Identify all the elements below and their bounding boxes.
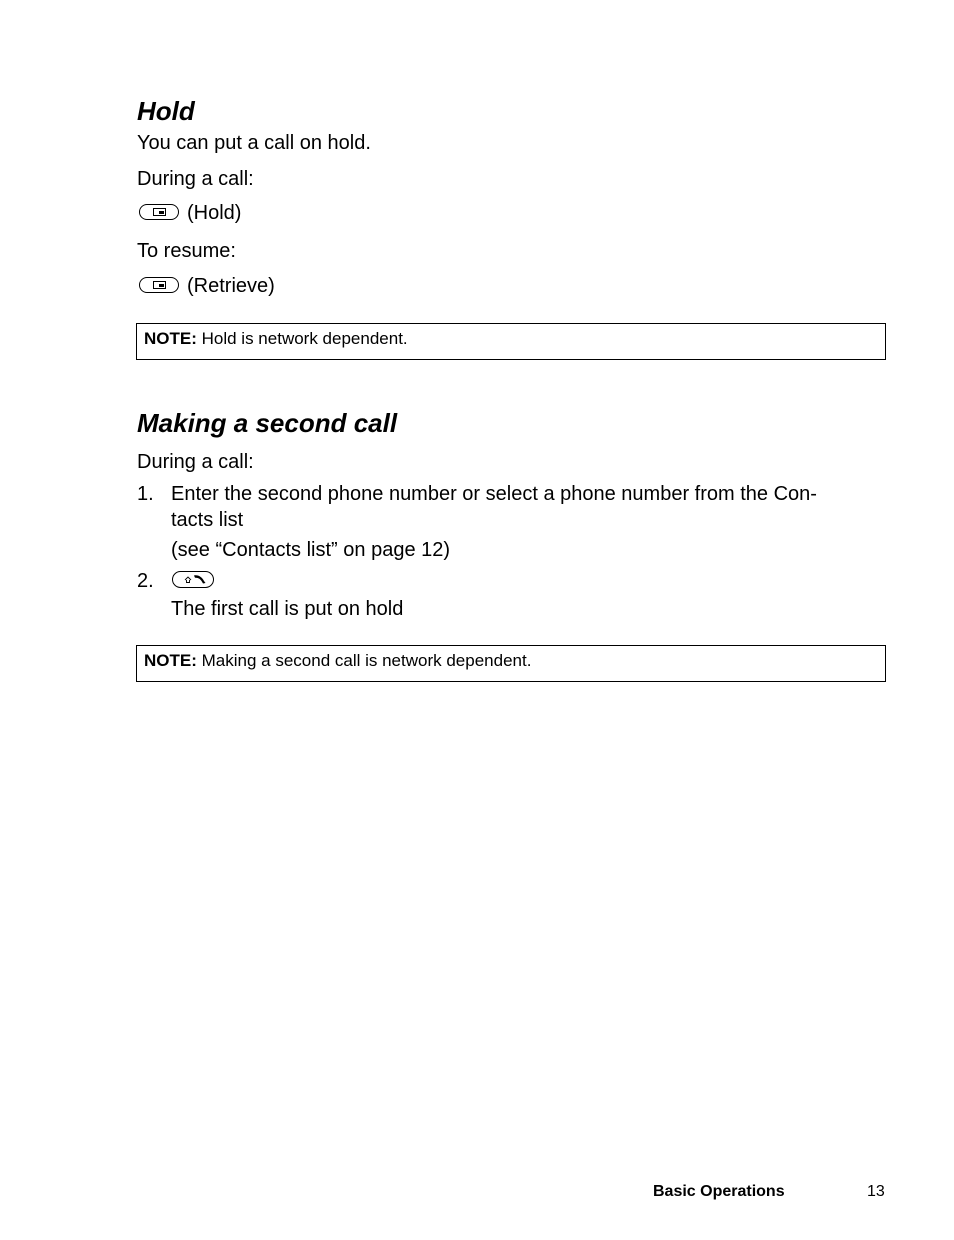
step-number: 2.	[137, 570, 154, 592]
note-text: Hold is network dependent.	[201, 329, 408, 348]
page-number: 13	[867, 1183, 885, 1200]
footer-section-title: Basic Operations	[653, 1183, 785, 1200]
step-1-line: Enter the second phone number or select a phone number from the Con-	[171, 483, 817, 505]
hold-heading: Hold	[137, 96, 195, 126]
step-2-result: The first call is put on hold	[171, 598, 404, 620]
hold-intro: You can put a call on hold.	[137, 132, 371, 154]
second-call-note	[136, 645, 886, 682]
retrieve-action: (Retrieve)	[187, 275, 275, 297]
note-label: NOTE:	[144, 329, 197, 348]
hold-action: (Hold)	[187, 202, 242, 224]
second-call-heading: Making a second call	[137, 408, 398, 438]
step-number: 1.	[137, 483, 154, 505]
softkey-icon	[139, 204, 179, 220]
resume-label: To resume:	[137, 240, 236, 262]
note-label: NOTE:	[144, 651, 197, 670]
second-call-during-label: During a call:	[137, 451, 254, 473]
hold-note	[136, 323, 886, 360]
hold-during-label: During a call:	[137, 168, 254, 190]
step-1-line: tacts list	[171, 509, 244, 531]
call-key-icon	[172, 571, 214, 588]
softkey-icon	[139, 277, 179, 293]
note-text: Making a second call is network dependent.	[201, 651, 532, 670]
step-1-reference: (see “Contacts list” on page 12)	[171, 539, 451, 561]
